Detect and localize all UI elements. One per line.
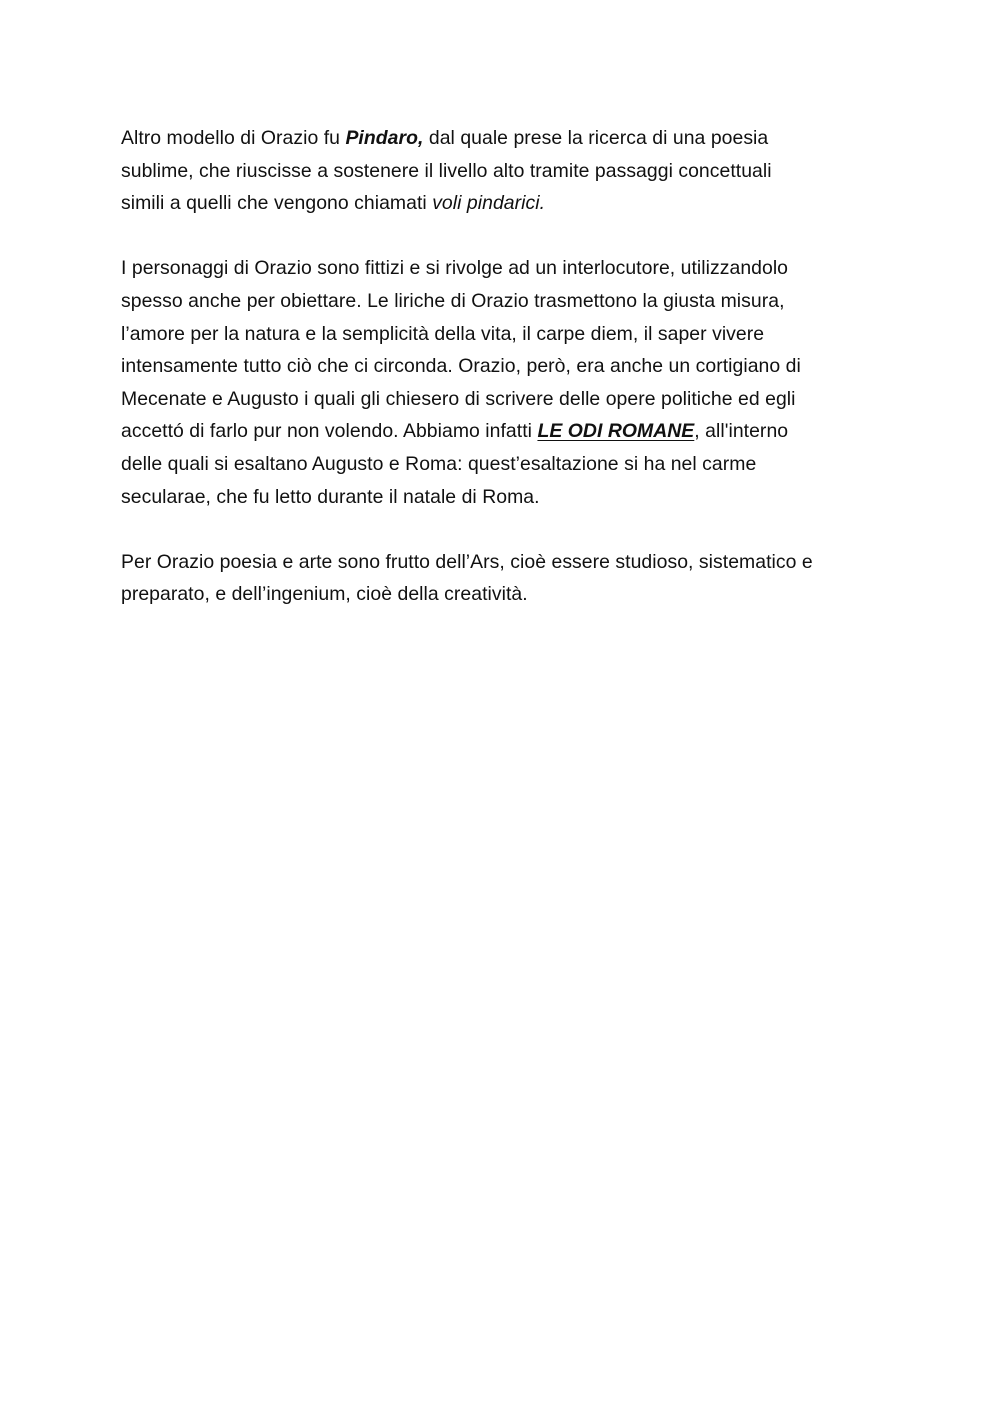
paragraph-pindaro — [121, 122, 891, 220]
text-run: dal quale prese la ricerca di una poesia — [423, 127, 769, 149]
paragraph-personaggi — [121, 252, 891, 513]
text-line: preparato, e dell’ingenium, cioè della creatività. — [121, 583, 528, 606]
document-body — [121, 122, 891, 644]
text-line: spesso anche per obiettare. Le liriche di Orazio trasmettono la giusta misura, — [121, 289, 785, 312]
text-line — [121, 415, 891, 448]
bold-underlined-term-odi-romane: LE ODI ROMANE — [537, 420, 695, 443]
text-run: simili a quelli che vengono chiamati — [121, 192, 433, 215]
bold-italic-term-pindaro: Pindaro, — [345, 127, 424, 149]
text-line — [121, 122, 891, 155]
text-line: delle quali si esaltano Augusto e Roma: quest’esaltazione si ha nel carme — [121, 452, 757, 475]
text-line: sublime, che riuscisse a sostenere il livello alto tramite passaggi concettuali — [121, 159, 772, 182]
text-run: Altro modello di Orazio fu — [121, 127, 346, 149]
text-run: accettó di farlo pur non volendo. Abbiamo infatti — [121, 420, 538, 443]
paragraph-ars-ingenium — [121, 546, 891, 611]
text-line: Mecenate e Augusto i quali gli chiesero di scrivere delle opere politiche ed egli — [121, 387, 796, 410]
text-line: l’amore per la natura e la semplicità della vita, il carpe diem, il saper vivere — [121, 322, 765, 345]
text-line: secularae, che fu letto durante il natale di Roma. — [121, 485, 540, 508]
italic-term-voli-pindarici: voli pindarici. — [432, 192, 546, 215]
text-run: , all'interno — [694, 420, 789, 443]
text-line: I personaggi di Orazio sono fittizi e si rivolge ad un interlocutore, utilizzandolo — [121, 257, 789, 280]
text-line: Per Orazio poesia e arte sono frutto dell’Ars, cioè essere studioso, sistematico e — [121, 550, 813, 573]
text-line — [121, 187, 891, 220]
text-line: intensamente tutto ciò che ci circonda. Orazio, però, era anche un cortigiano di — [121, 355, 801, 378]
